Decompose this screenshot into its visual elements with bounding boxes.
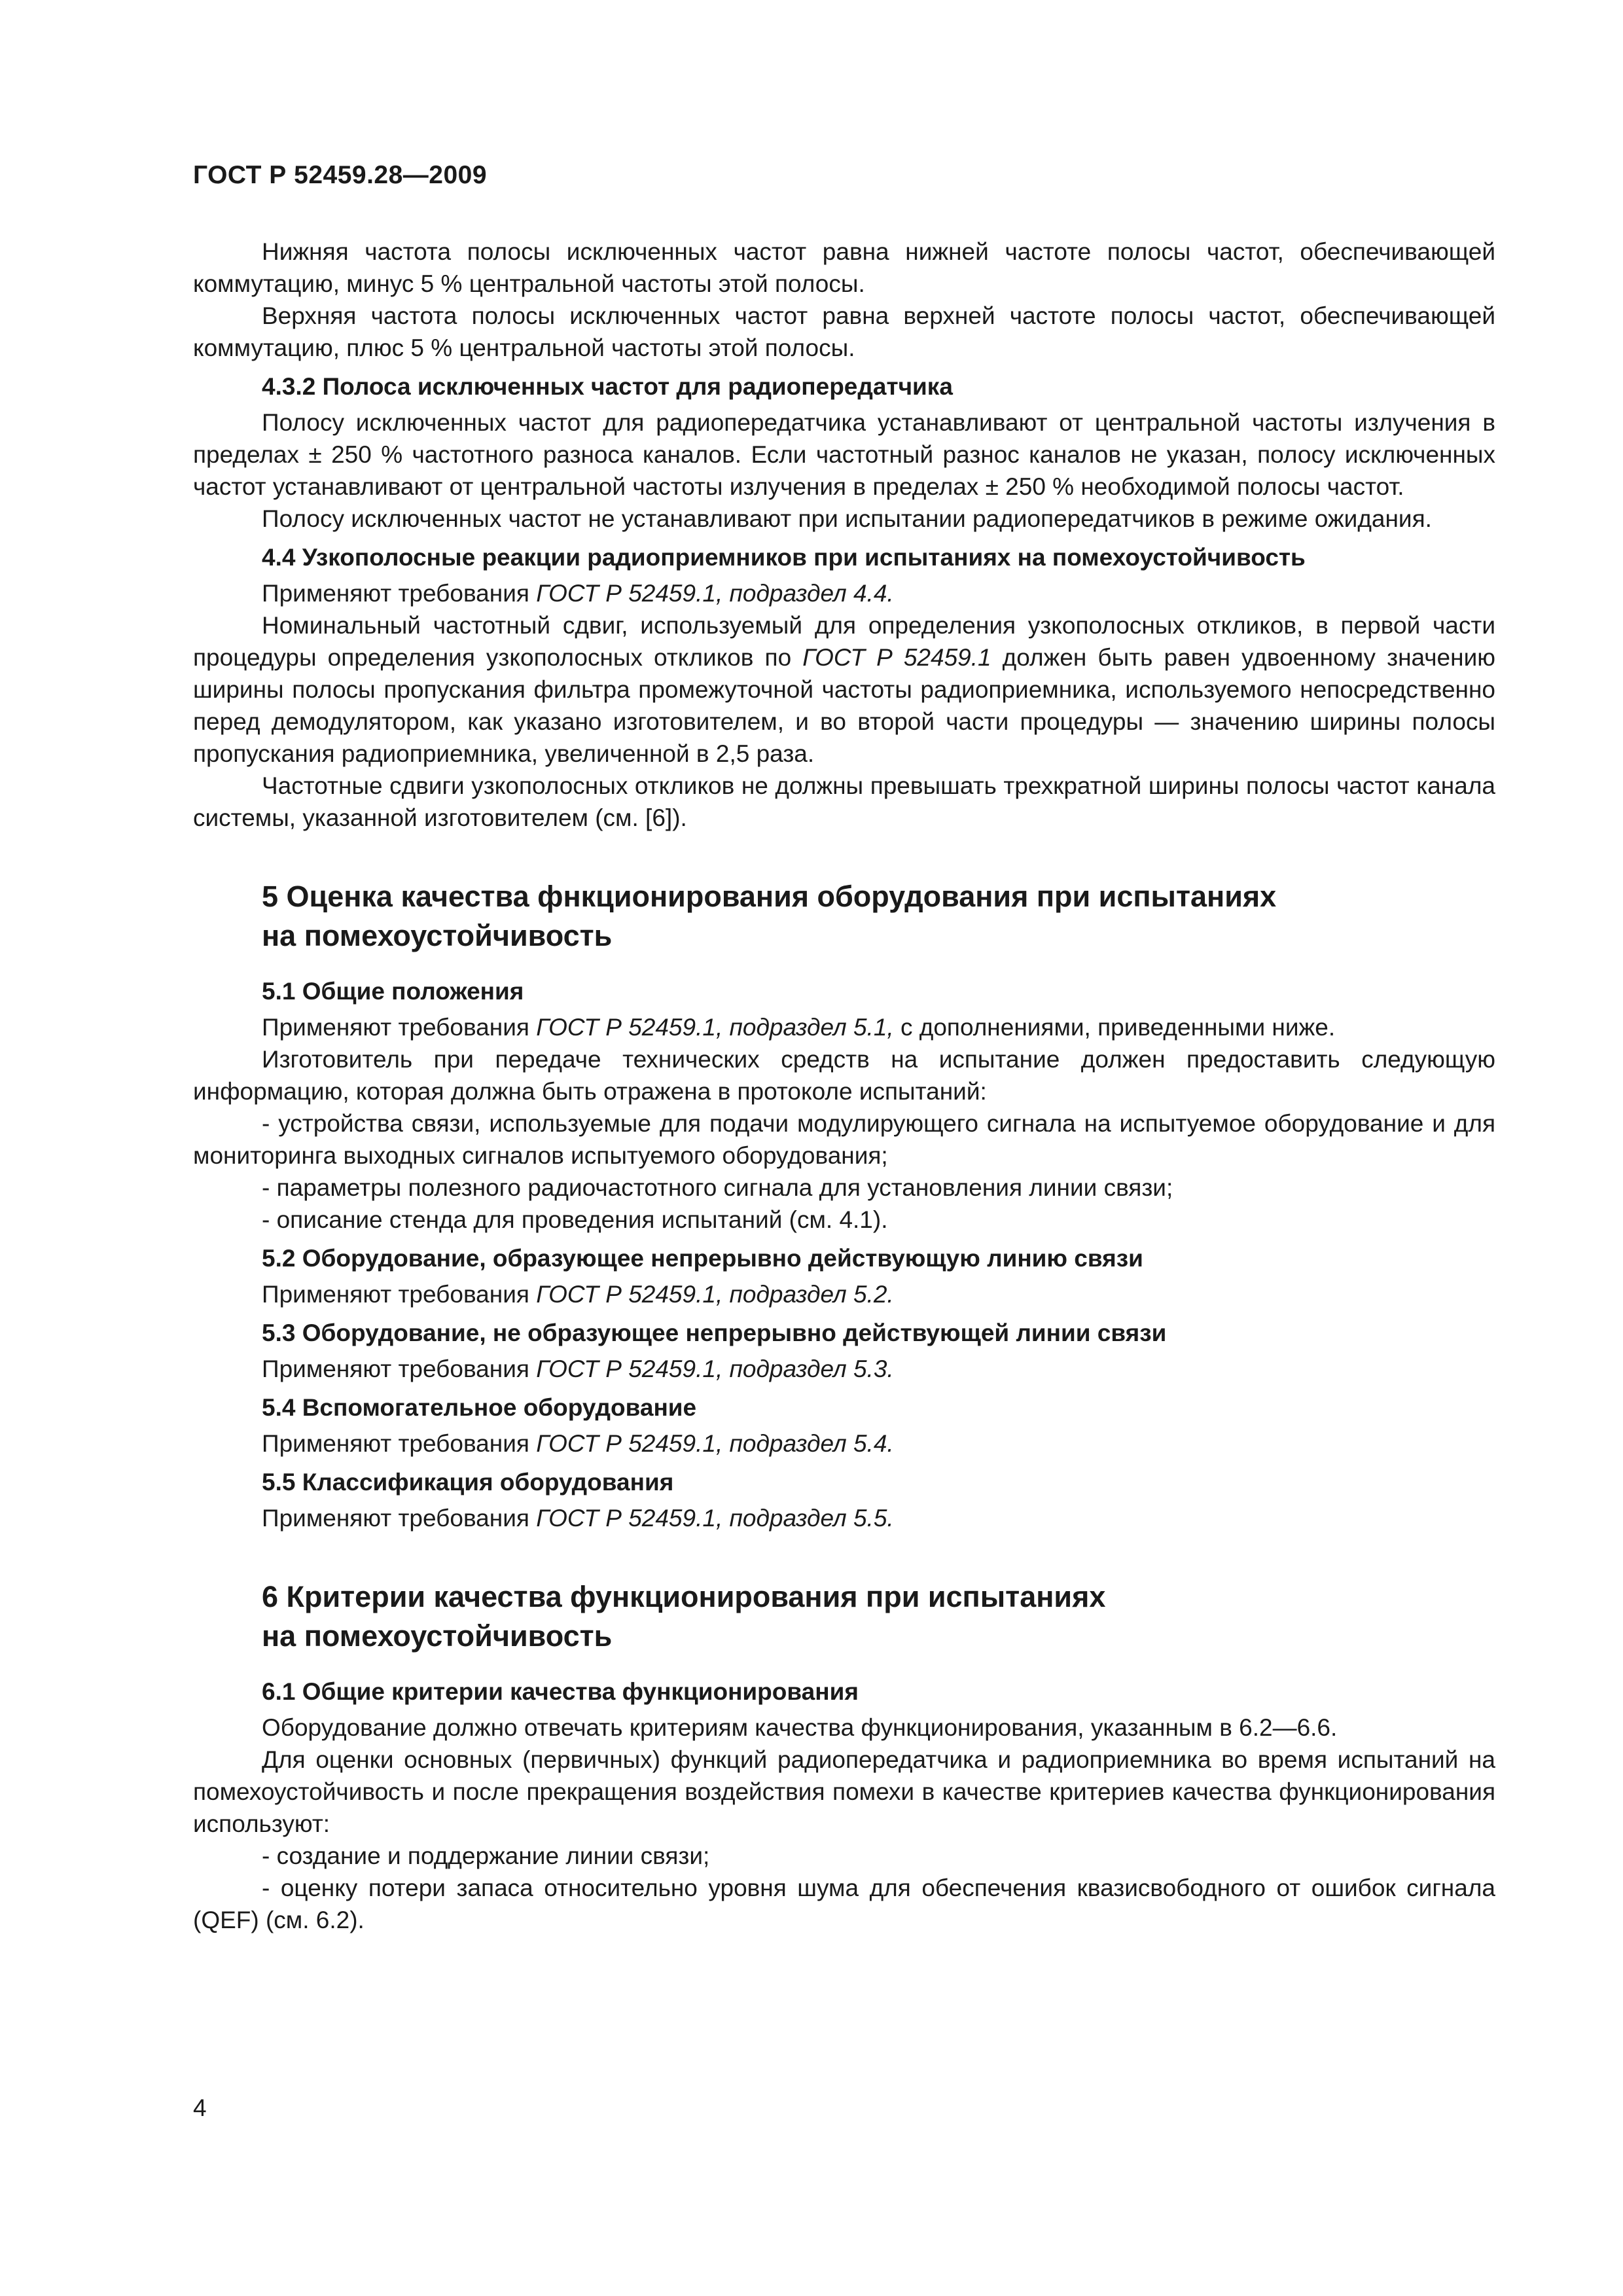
subsection-heading: 5.3 Оборудование, не образующее непрерывно действующей линии связи [262, 1319, 1167, 1346]
paragraph [193, 1353, 1495, 1385]
paragraph [193, 1011, 1495, 1043]
paragraph [193, 1502, 1495, 1534]
standard-reference: ГОСТ Р 52459.1, подраздел 5.4. [536, 1430, 894, 1457]
paragraph [193, 1172, 1495, 1204]
paragraph [193, 1043, 1495, 1107]
standard-reference: ГОСТ Р 52459.1 [802, 644, 991, 671]
paragraph [193, 236, 1495, 300]
subsection-heading: 4.3.2 Полоса исключенных частот для радиопередатчика [262, 373, 953, 400]
section-heading-line: 5 Оценка качества фнкционирования оборудования при испытаниях [262, 880, 1277, 913]
subsection-heading: 5.1 Общие положения [262, 978, 524, 1005]
paragraph-text: Оборудование должно отвечать критериям качества функционирования, указанным в 6.2—6.6. [262, 1714, 1338, 1741]
subsection-heading: 5.2 Оборудование, образующее непрерывно действующую линию связи [262, 1245, 1143, 1272]
paragraph-text: Верхняя частота полосы исключенных частот равна верхней частоте полосы частот, обеспечивающей коммутацию, плюс 5 % центральной частоты этой полосы. [193, 302, 1495, 361]
paragraph-text: - описание стенда для проведения испытаний (см. 4.1). [262, 1206, 888, 1233]
standard-reference: ГОСТ Р 52459.1, подраздел 5.5. [536, 1505, 894, 1532]
paragraph-text: - устройства связи, используемые для подачи модулирующего сигнала на испытуемое оборудование и для мониторинга выходных сигналов испытуемого оборудования; [193, 1110, 1495, 1169]
paragraph-text: Применяют требования [262, 1505, 537, 1532]
paragraph [193, 300, 1495, 364]
section-heading-line: на помехоустойчивость [262, 1619, 613, 1653]
paragraph-text: Изготовитель при передаче технических средств на испытание должен предоставить следующую информацию, которая должна быть отражена в протоколе испытаний: [193, 1046, 1495, 1105]
paragraph [193, 1107, 1495, 1172]
standard-reference: ГОСТ Р 52459.1, подраздел 5.3. [536, 1355, 894, 1382]
section-heading-line: на помехоустойчивость [262, 919, 613, 952]
paragraph-text: - параметры полезного радиочастотного сигнала для установления линии связи; [262, 1174, 1173, 1201]
document-header: ГОСТ Р 52459.28—2009 [193, 161, 488, 189]
paragraph-text: Полосу исключенных частот для радиопередатчика устанавливают от центральной частоты излучения в пределах ± 250 % частотного разноса каналов. Если частотный разнос каналов не указан, полосу исключенных частот устанавливают от центральной частоты излучения в пределах ± 250 % необходимой полосы частот. [193, 409, 1495, 500]
standard-reference: ГОСТ Р 52459.1, подраздел 5.1, [536, 1014, 894, 1041]
paragraph-text: Применяют требования [262, 1281, 537, 1308]
paragraph-text: - оценку потери запаса относительно уровня шума для обеспечения квазисвободного от ошибок сигнала (QEF) (см. 6.2). [193, 1874, 1495, 1933]
subsection-heading: 6.1 Общие критерии качества функционирования [262, 1678, 859, 1705]
paragraph [193, 1712, 1495, 1744]
paragraph [193, 1744, 1495, 1840]
paragraph-text: Применяют требования [262, 580, 537, 607]
paragraph-text: Для оценки основных (первичных) функций радиопередатчика и радиоприемника во время испытаний на помехоустойчивость и после прекращения воздействия помехи в качестве критериев качества функционирования используют: [193, 1746, 1495, 1837]
standard-reference: ГОСТ Р 52459.1, подраздел 5.2. [536, 1281, 894, 1308]
paragraph-text: Применяют требования [262, 1014, 537, 1041]
paragraph-text: - создание и поддержание линии связи; [262, 1842, 710, 1869]
paragraph-text: Полосу исключенных частот не устанавливают при испытании радиопередатчиков в режиме ожидания. [262, 505, 1432, 532]
paragraph-text: должен быть равен удвоенному значению ширины полосы пропускания фильтра промежуточной частоты радиоприемника, используемого непосредственно перед демодулятором, как указано изготовителем, и во второй части процедуры — значению ширины полосы пропускания радиоприемника, увеличенной в 2,5 раза. [193, 644, 1495, 767]
paragraph-text: Нижняя частота полосы исключенных частот равна нижней частоте полосы частот, обеспечивающей коммутацию, минус 5 % центральной частоты этой полосы. [193, 238, 1495, 297]
paragraph [193, 1427, 1495, 1460]
paragraph [193, 609, 1495, 770]
paragraph-text: с дополнениями, приведенными ниже. [893, 1014, 1336, 1041]
section-heading [193, 1577, 1495, 1656]
paragraph [193, 1278, 1495, 1310]
paragraph [193, 1872, 1495, 1936]
paragraph [193, 406, 1495, 503]
document-body [193, 236, 1495, 1936]
paragraph [193, 1840, 1495, 1872]
paragraph [193, 1204, 1495, 1236]
subsection-heading: 4.4 Узкополосные реакции радиоприемников при испытаниях на помехоустойчивость [262, 544, 1306, 571]
paragraph [193, 770, 1495, 834]
paragraph-text: Номинальный частотный сдвиг, используемый для определения узкополосных откликов, в первой части процедуры определения узкополосных откликов по [193, 612, 1495, 671]
section-heading-line: 6 Критерии качества функционирования при испытаниях [262, 1580, 1106, 1613]
paragraph [193, 577, 1495, 609]
page-number: 4 [193, 2094, 207, 2121]
paragraph-text: Частотные сдвиги узкополосных откликов не должны превышать трехкратной ширины полосы частот канала системы, указанной изготовителем (см. [6]). [193, 772, 1495, 831]
paragraph-text: Применяют требования [262, 1355, 537, 1382]
paragraph [193, 503, 1495, 535]
subsection-heading: 5.4 Вспомогательное оборудование [262, 1394, 697, 1421]
subsection-heading: 5.5 Классификация оборудования [262, 1469, 674, 1496]
section-heading [193, 877, 1495, 956]
paragraph-text: Применяют требования [262, 1430, 537, 1457]
standard-reference: ГОСТ Р 52459.1, подраздел 4.4. [536, 580, 894, 607]
